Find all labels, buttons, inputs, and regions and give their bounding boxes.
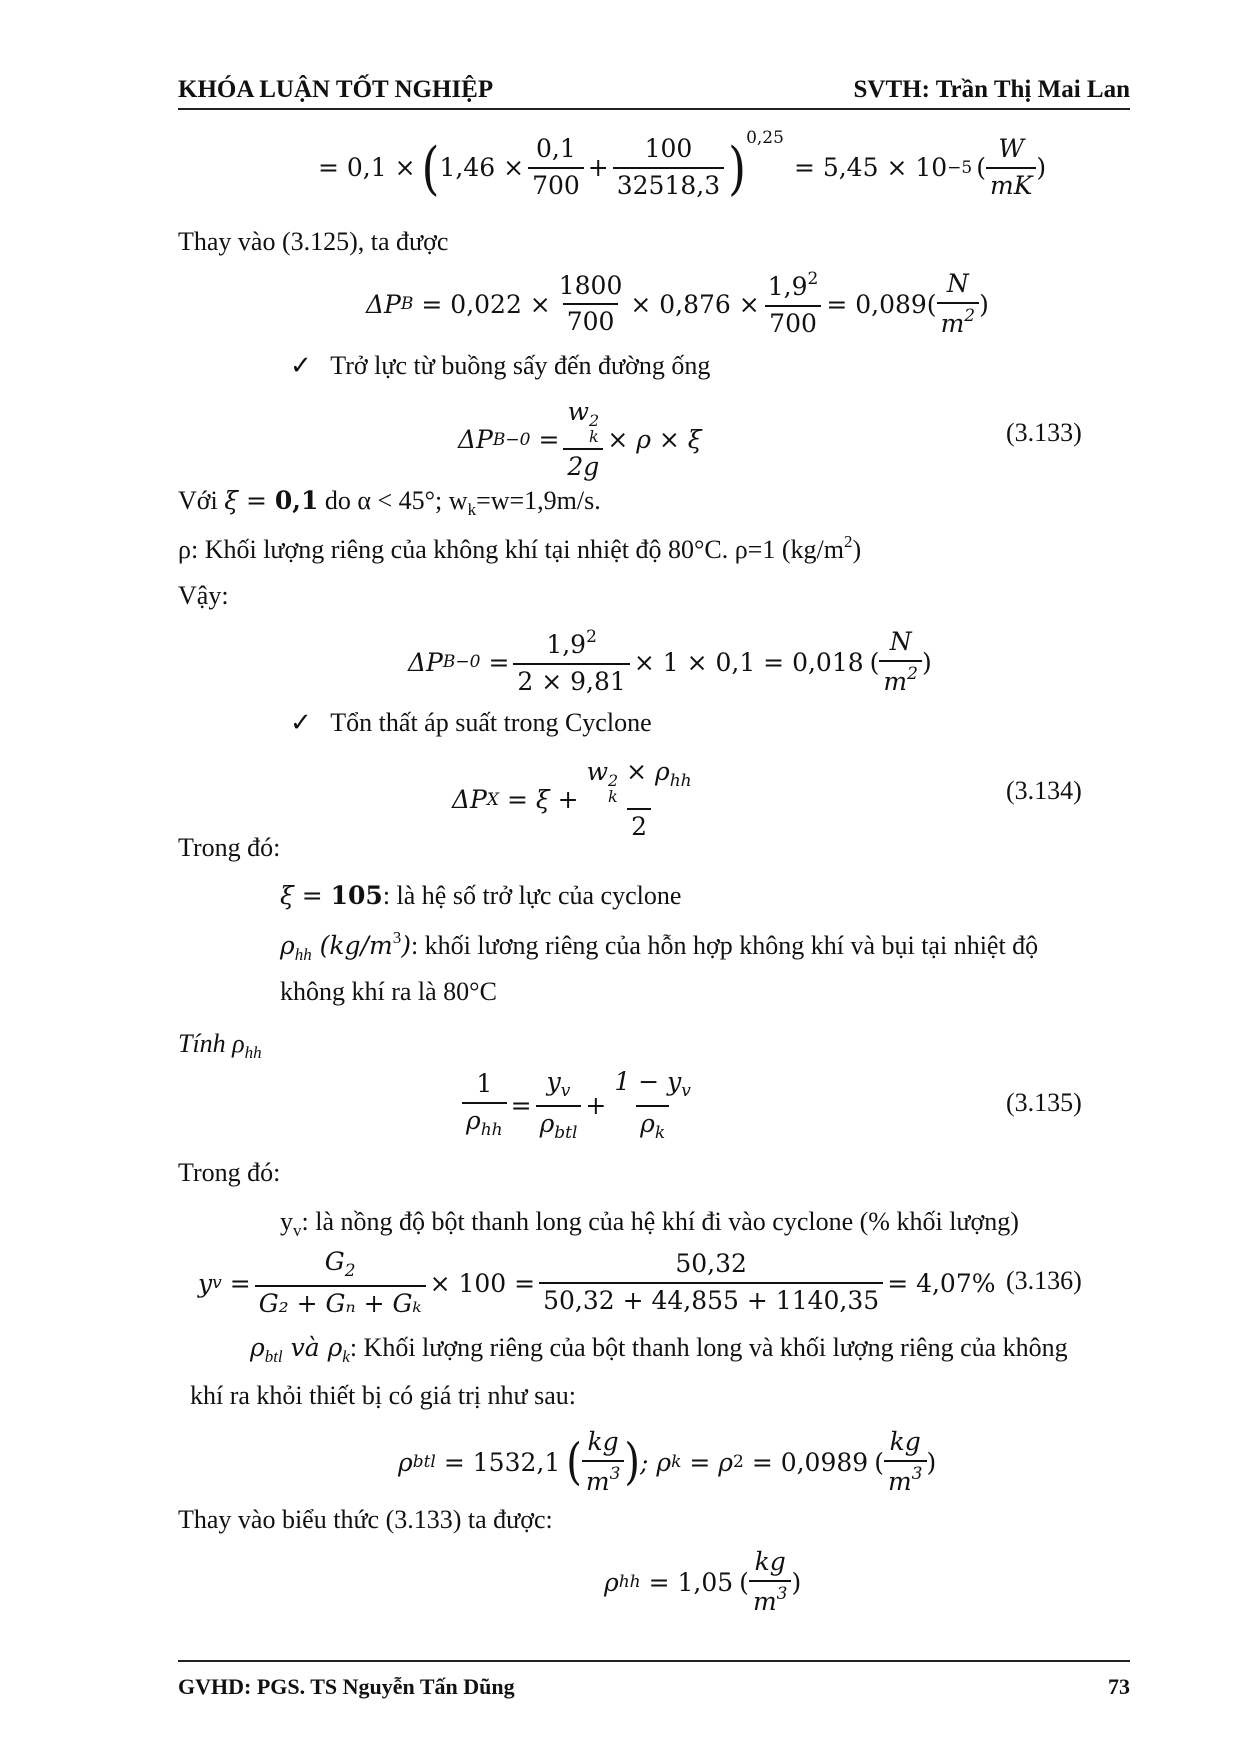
subscript: k [342,1347,350,1366]
numerator: 0,1 [536,134,576,163]
subscript: k [671,1452,682,1473]
subscript: btl [554,1122,578,1143]
eq-text: ΔP [458,425,493,455]
math: ξ = [224,486,275,515]
subscript: v [293,1221,302,1240]
denominator: 50,32 + 44,855 + 1140,35 [539,1282,883,1316]
fraction [764,270,823,339]
numerator: y [546,1067,561,1096]
numerator: kg [587,1427,619,1456]
text: ) [852,535,862,564]
numerator: kg [889,1427,921,1456]
text: : khối lương riêng của hỗn hợp không khí và bụi tại nhiệt độ [410,931,1039,960]
numerator: kg [754,1547,786,1576]
eq-text: = 0,0989 [751,1447,869,1477]
fraction [610,1068,694,1143]
subscript: B−0 [492,429,531,450]
eq-text: × 100 = [429,1268,536,1298]
text: =w=1,9m/s. [476,486,601,515]
subscript: hh [480,1120,503,1141]
equation-rho-values: ρ btl = 1532,1 ( $\frac{kg}{m^3}$ ) ; ρ k = ρ 2 = 0,0989 ( $\frac{kg}{m^3}$ ) [398,1427,937,1496]
superscript: 3 [392,928,402,947]
text: : là nồng độ bột thanh long của hệ khí đi vào cyclone (% khối lượng) [301,1207,1019,1236]
numerator: w [586,757,608,786]
subscript: k [588,427,599,446]
paragraph-voi [178,485,601,520]
subscript: hh [618,1572,641,1593]
denominator: mK [986,167,1036,201]
fraction [528,135,584,201]
denominator: G₂ + Gₙ + Gₖ [255,1285,426,1319]
eq-text: = 0,1 × [318,153,416,183]
subscript: v [560,1081,571,1101]
denominator: ρ [539,1108,555,1138]
denominator: ρ [640,1108,655,1138]
equation-3-136 [198,1248,996,1318]
denominator: ρ [466,1106,481,1136]
unit-fraction [937,270,980,339]
denominator: 2g [563,448,603,482]
page-header [178,72,1130,110]
numerator: G [324,1247,345,1276]
fraction [536,1068,582,1143]
superscript: 2 [588,411,600,430]
unit-fraction [879,628,922,697]
subscript: k [654,1122,666,1143]
unit-fraction [884,1428,927,1497]
paragraph: Vậy: [178,581,229,610]
eq-text: + [587,153,609,183]
numerator: × ρ [626,757,670,786]
eq-text: = [510,1091,532,1121]
text: y [280,1207,293,1236]
subscript: X [486,789,499,810]
superscript: 2 [964,305,976,326]
eq-text: = ρ [689,1447,733,1477]
denominator: m [883,666,908,696]
equation-3-133 [458,398,702,482]
header-author: SVTH: Trần Thị Mai Lan [853,76,1130,103]
header-title: KHÓA LUẬN TỐT NGHIỆP [178,76,494,103]
bullet-text: Trở lực từ buồng sấy đến đường ống [330,351,711,380]
fraction [613,135,724,201]
bullet-item [290,350,710,382]
superscript: 2 [907,663,918,684]
paragraph: Trong đó: [178,833,281,862]
denominator: 2 [627,808,651,842]
eq-text: = ξ + [507,785,579,815]
unit-fraction [582,1428,625,1497]
eq-text: = [488,647,510,677]
numerator: N [889,627,912,656]
text: ρ: Khối lượng riêng của không khí tại nhiệt độ 80°C. ρ=1 (kg/m [178,535,844,564]
subscript: B [400,294,414,315]
paragraph-rho [178,532,861,565]
eq-text: ΔP [366,289,401,319]
eq-text: + [585,1091,607,1121]
subscript: v [681,1081,691,1101]
subscript: k [607,787,618,806]
equation-lambda: = 0,1 × ( 1,46 × $\frac{0,1}{700}$ + $\frac{100}{32518,3}$ ) 0,25 = 5,45 × 10 −5 ( $\frac{W}{mK}$ ) [318,127,1047,202]
denominator: m [940,308,965,338]
subscript: 2 [732,1452,744,1473]
numerator: 1,9 [546,630,587,659]
eq-text: ΔP [408,647,443,677]
denominator: 700 [765,305,821,339]
eq-text: = 0,022 × [421,289,551,319]
subscript: 2 [344,1261,356,1281]
denominator: 2 × 9,81 [513,663,629,697]
eq-text: × 0,876 × [630,289,760,319]
paragraph: Thay vào biểu thức (3.133) ta được: [178,1505,553,1534]
definition-rho-btl-cont: khí ra khỏi thiết bị có giá trị như sau: [190,1381,576,1410]
equation-dpb: ΔP B = 0,022 × $\frac{1800}{700}$ × 0,876 × $\frac{1,9^2}{700}$ = 0,089 ( $\frac{N}{m^2}$ ) [366,269,989,338]
fraction [563,398,603,482]
equation-number: (3.133) [1006,418,1082,447]
numerator: 50,32 [675,1249,747,1279]
math: ) [401,931,411,960]
equation-dpb0: ΔP B−0 = $\frac{1,9^2}{2 \times 9,81}$ × 1 × 0,1 = 0,018 ( $\frac{N}{m^2}$ ) [408,627,932,696]
equation-number: (3.136) [1006,1266,1082,1295]
fraction [539,1250,883,1316]
eq-text: ; ρ [640,1447,672,1477]
eq-text: y [198,1268,213,1298]
subscript: v [212,1273,222,1294]
eq-text: = [229,1268,251,1298]
numerator: 1,9 [767,272,808,301]
subscript: btl [264,1347,283,1366]
definition-rho-hh [280,928,1038,965]
equation-3-135 [458,1068,699,1143]
denominator: 32518,3 [613,167,724,201]
denominator: m [752,1586,777,1616]
superscript: 3 [609,1463,621,1484]
text: do α < 45°; w [318,486,468,515]
subscript: hh [294,945,312,964]
paren-right: ) [728,134,747,202]
numerator: 1800 [558,270,623,300]
denominator: 700 [563,303,619,337]
numerator: w [567,397,589,426]
eq-text: ΔP [452,785,487,815]
checkmark-icon: ✓ [290,708,312,738]
numerator: 1 [476,1069,493,1099]
math: và ρ [282,1333,343,1362]
text: : Khối lượng riêng của bột thanh long và khối lượng riêng của không [349,1333,1068,1362]
numerator: W [998,134,1025,163]
unit-fraction [986,135,1036,201]
math: ρ [250,1333,265,1362]
exponent: 0,25 [746,127,784,148]
eq-text: = 4,07% [887,1268,996,1298]
denominator: 700 [528,167,584,201]
eq-text: = 1,05 [648,1567,734,1597]
denominator: m [887,1466,912,1496]
bullet-item [290,707,652,739]
equation-number: (3.135) [1006,1088,1082,1117]
math: (kg/m [311,931,393,960]
definition-rho-btl [250,1332,1068,1367]
footer-advisor: GVHD: PGS. TS Nguyễn Tấn Dũng [178,1674,515,1699]
superscript: 3 [776,1583,788,1604]
fraction [513,628,629,697]
equation-rho-hh: ρ hh = 1,05 ( $\frac{kg}{m^3}$ ) [604,1547,802,1616]
text: : là hệ số trở lực của cyclone [382,881,682,910]
subscript: B−0 [442,652,481,673]
subscript: hh [669,771,692,791]
text: Tính ρ [178,1029,245,1058]
subscript: k [467,500,477,519]
eq-text: = 0,089 [826,289,927,319]
equation-number: (3.134) [1006,776,1082,805]
subscript: hh [244,1043,262,1062]
superscript: 2 [586,627,597,647]
eq-text: ρ [398,1447,413,1477]
eq-text: × 1 × 0,1 = 0,018 [633,647,864,677]
checkmark-icon: ✓ [290,351,312,381]
eq-text: × ρ × ξ [607,425,702,455]
text: Với [178,486,225,515]
exponent: −5 [947,157,973,178]
paragraph: Thay vào (3.125), ta được [178,227,449,256]
subscript: btl [412,1452,436,1473]
eq-text: 1,46 × [439,153,525,183]
denominator: m [585,1466,610,1496]
equation-3-134 [452,758,700,842]
eq-text: ρ [604,1567,619,1597]
bullet-text: Tổn thất áp suất trong Cyclone [330,708,652,737]
fraction [583,758,696,842]
superscript: 2 [607,771,619,790]
unit-fraction [749,1548,792,1617]
numerator: 1 − y [614,1067,682,1096]
superscript: 2 [843,532,853,551]
superscript: 2 [807,269,819,289]
page-footer [178,1660,1130,1702]
definition-rho-hh-cont: không khí ra là 80°C [280,977,497,1006]
paragraph: Trong đó: [178,1158,281,1187]
fraction [555,272,627,338]
math: ξ = [280,881,331,910]
fraction [462,1070,507,1140]
superscript: 3 [911,1463,923,1484]
math: ρ [280,931,295,960]
paren-left: ( [421,134,440,202]
math: 105 [330,881,383,910]
page-number: 73 [1108,1674,1130,1699]
definition-xi [280,880,681,911]
numerator: 100 [644,134,693,163]
eq-text: = [538,425,560,455]
numerator: N [946,269,969,298]
subheading-tinh [178,1028,262,1063]
eq-text: = 1532,1 [443,1447,561,1477]
fraction [255,1248,426,1318]
math: 0,1 [274,486,319,515]
definition-yv [280,1206,1019,1241]
eq-text: = 5,45 × 10 [793,153,948,183]
